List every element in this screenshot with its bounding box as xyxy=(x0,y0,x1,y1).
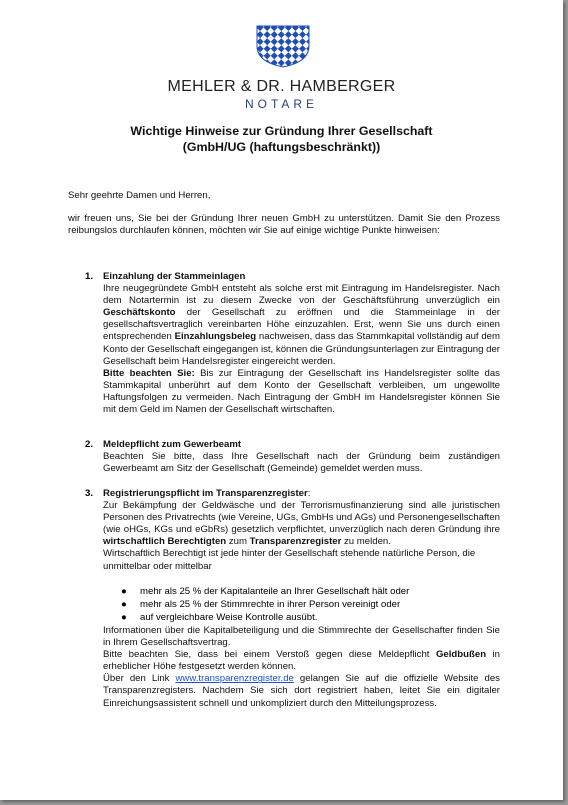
section-1-paragraph: Ihre neugegründete GmbH entsteht als solche erst mit Eintragung im Handelsregister. Nach dem Notartermin ist zu diesem Zwecke von der Geschäftsführung unverzüglich ein Geschäftskonto der Gesellschaft zu eröffnen und die Stammeinlage in der gesellschaftsvertraglich vereinbarten Höhe einzuzahlen. Erst, wenn Sie uns durch einen entsprechenden Einzahlungsbeleg nachweisen, dass das Stammkapital vollständig auf dem Konto der Gesellschaft eingegangen ist, können die Gründungsunterlagen zur Eintragung der Gesellschaft beim Handelsregister eingereicht werden. xyxy=(103,283,500,367)
bullet-icon: ● xyxy=(121,612,127,623)
section-3-paragraph-5: Über den Link www.transparenzregister.de gelangen Sie auf die offizielle Website des Transparenzregisters. Nachdem Sie sich dort registriert haben, leitet Sie ein digitaler Einreichungsassistent schnell und unkompliziert durch den Mitteilungsprozess. xyxy=(103,673,500,709)
title-line-2: (GmbH/UG (haftungsbeschränkt)) xyxy=(182,140,381,154)
firm-subtitle: NOTARE xyxy=(244,97,319,111)
bullet-item-2: mehr als 25 % der Stimmrechte in ihrer Person vereinigt oder xyxy=(140,599,401,610)
transparenzregister-link[interactable]: www.transparenzregister.de xyxy=(175,673,294,685)
section-3-continued xyxy=(103,625,500,710)
section-2-number: 2. xyxy=(85,439,94,450)
section-3-paragraph-3: Informationen über die Kapitalbeteiligung und die Stimmrechte der Gesellschafter finden Sie in Ihrem Gesellschaftsvertrag. xyxy=(103,625,500,649)
section-3-paragraph-4: Bitte beachten Sie, dass bei einem Verstoß gegen diese Meldepflicht Geldbußen in erheblicher Höhe festgesetzt werden können. xyxy=(103,649,500,673)
section-3-heading: Registrierungspflicht im Transparenzregister: xyxy=(103,488,311,499)
bavarian-crest-logo xyxy=(253,24,313,68)
section-3-number: 3. xyxy=(85,488,94,499)
section-1-number: 1. xyxy=(85,271,94,282)
section-2-heading: Meldepflicht zum Gewerbeamt xyxy=(103,439,242,450)
bullet-icon: ● xyxy=(121,586,127,597)
section-3-paragraph-2: Wirtschaftlich Berechtigt ist jede hinter der Gesellschaft stehende natürliche Person, die unmittelbar oder mittelbar xyxy=(103,548,476,572)
section-3 xyxy=(103,488,500,573)
title-line-1: Wichtige Hinweise zur Gründung Ihrer Gesellschaft xyxy=(130,124,433,138)
salutation: Sehr geehrte Damen und Herren, xyxy=(68,190,211,201)
firm-name: MEHLER & DR. HAMBERGER xyxy=(167,78,396,95)
bullet-item-1: mehr als 25 % der Kapitalanteile an Ihrer Gesellschaft hält oder xyxy=(140,586,410,597)
section-3-paragraph-1: Zur Bekämpfung der Geldwäsche und der Terrorismusfinanzierung sind alle juristischen Personen des Privatrechts (wie Vereine, UGs, GmbHs und AGs) und Personengesellschaften (wie oHGs, KGs und eGbRs) gesetzlich verpflichtet, unverzüglich nach deren Gründung ihre wirtschaftlich Berechtigten zum Transparenzregister zu melden. xyxy=(103,500,500,548)
bullet-icon: ● xyxy=(121,599,127,610)
section-2-paragraph: Beachten Sie bitte, dass Ihre Gesellschaft nach der Gründung beim zuständigen Gewerbeamt am Sitz der Gesellschaft (Gemeinde) gemeldet werden muss. xyxy=(103,451,500,475)
section-1 xyxy=(103,271,500,416)
section-2 xyxy=(103,439,500,475)
section-1-note: Bitte beachten Sie: Bis zur Eintragung der Gesellschaft ins Handelsregister sollte das Stammkapital unberührt auf dem Konto der Gesellschaft verbleiben, um ungewollte Haftungsfolgen zu vermeiden. Nach Eintragung der GmbH im Handelsregister können Sie mit dem Geld im Namen der Gesellschaft wirtschaften. xyxy=(103,367,500,416)
document-title xyxy=(0,123,563,155)
bullet-item-3: auf vergleichbare Weise Kontrolle ausübt. xyxy=(140,612,318,623)
section-1-heading: Einzahlung der Stammeinlagen xyxy=(103,271,246,282)
intro-paragraph: wir freuen uns, Sie bei der Gründung Ihrer neuen GmbH zu unterstützen. Damit Sie den Prozess reibungslos durchlaufen können, möchten wir Sie auf einige wichtige Punkte hinweisen: xyxy=(68,213,500,237)
